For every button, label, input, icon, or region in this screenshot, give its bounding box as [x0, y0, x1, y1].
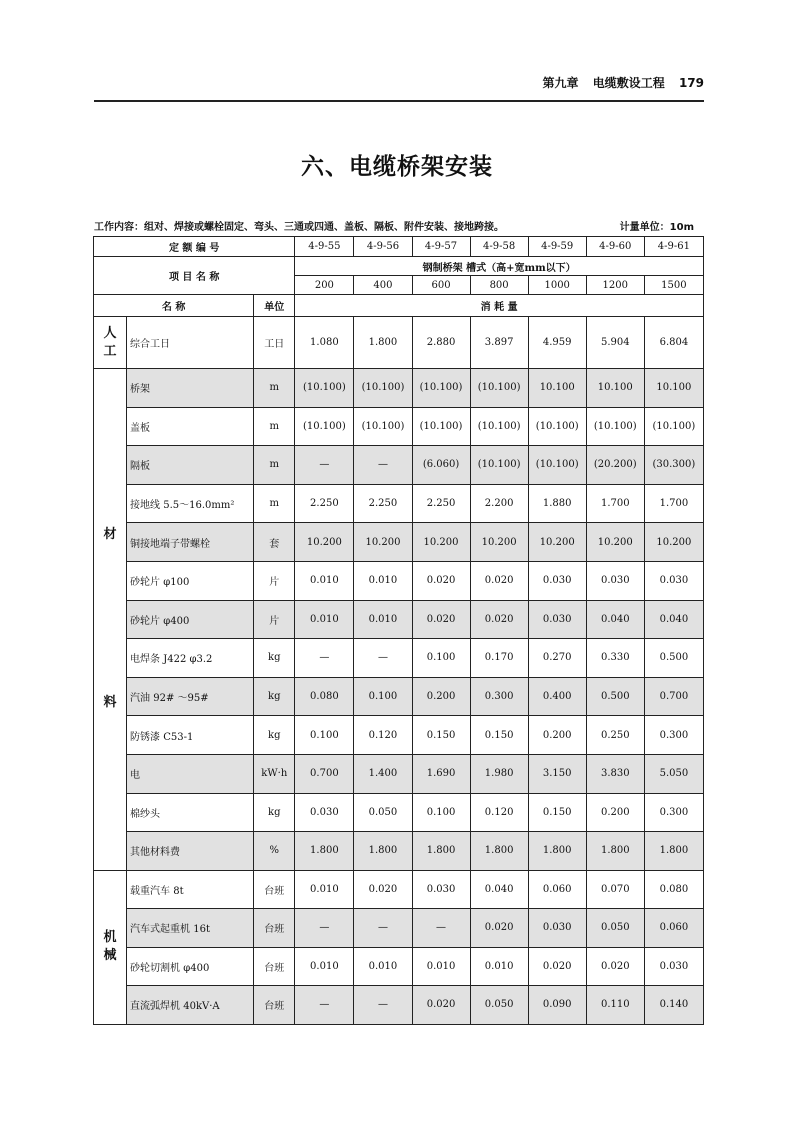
consumption-value: 0.030 [644, 561, 703, 600]
consumption-value: 0.100 [295, 716, 354, 755]
category-char: 人 [103, 325, 117, 341]
resource-unit: 片 [254, 600, 295, 639]
table-row [94, 446, 704, 485]
consumption-value: 0.010 [295, 870, 354, 909]
resource-name: 砂轮片 φ400 [127, 600, 254, 639]
consumption-value: 0.500 [644, 639, 703, 678]
consumption-value: 0.270 [528, 639, 586, 678]
consumption-value: 0.110 [586, 986, 644, 1025]
consumption-value: (30.300) [644, 446, 703, 485]
quota-table [93, 236, 704, 1025]
size-value: 400 [354, 276, 412, 295]
consumption-value: — [295, 986, 354, 1025]
table-row [94, 677, 704, 716]
work-content: 工作内容：组对、焊接或螺栓固定、弯头、三通或四通、盖板、隔板、附件安装、接地跨接。 [94, 222, 504, 233]
consumption-value: 0.010 [295, 600, 354, 639]
consumption-value: 6.804 [644, 317, 703, 369]
size-value: 200 [295, 276, 354, 295]
consumption-value: — [354, 446, 412, 485]
table-row [94, 986, 704, 1025]
consumption-value: 0.020 [470, 600, 528, 639]
consumption-value: (10.100) [412, 369, 470, 408]
consumption-value: 0.060 [528, 870, 586, 909]
table-row [94, 317, 704, 369]
size-value: 800 [470, 276, 528, 295]
resource-name: 棉纱头 [127, 793, 254, 832]
consumption-value: — [412, 909, 470, 948]
resource-name: 砂轮片 φ100 [127, 561, 254, 600]
consumption-value: 10.200 [586, 523, 644, 562]
consumption-value: 0.150 [412, 716, 470, 755]
quota-code: 4-9-55 [295, 237, 354, 257]
resource-unit: m [254, 369, 295, 408]
consumption-value: 1.800 [295, 832, 354, 871]
resource-unit: kg [254, 716, 295, 755]
consumption-value: — [354, 909, 412, 948]
consumption-value: 0.050 [586, 909, 644, 948]
resource-name: 载重汽车 8t [127, 870, 254, 909]
consumption-value: 0.500 [586, 677, 644, 716]
consumption-value: 0.030 [528, 600, 586, 639]
table-row [94, 870, 704, 909]
consumption-value: 0.120 [354, 716, 412, 755]
page-number: 179 [678, 76, 704, 90]
consumption-value: 0.020 [586, 947, 644, 986]
page-title: 六、电缆桥架安装 [301, 154, 493, 180]
consumption-value: 1.700 [644, 484, 703, 523]
consumption-value: 0.300 [470, 677, 528, 716]
table-row [94, 561, 704, 600]
consumption-value: 0.010 [354, 947, 412, 986]
consumption-value: 1.800 [528, 832, 586, 871]
category-label [94, 317, 127, 369]
table-row [94, 947, 704, 986]
consumption-value: 0.030 [586, 561, 644, 600]
consumption-value: 0.050 [470, 986, 528, 1025]
category-char: 械 [103, 948, 117, 964]
consumption-value: 3.830 [586, 754, 644, 793]
table-row [94, 523, 704, 562]
consumption-value: 0.030 [644, 947, 703, 986]
consumption-value: 0.030 [412, 870, 470, 909]
consumption-value: — [354, 986, 412, 1025]
resource-name: 电 [127, 754, 254, 793]
quota-code: 4-9-58 [470, 237, 528, 257]
unit-column-header: 单位 [254, 295, 295, 317]
consumption-value: 0.700 [644, 677, 703, 716]
quota-code: 4-9-59 [528, 237, 586, 257]
consumption-value: (10.100) [354, 407, 412, 446]
consumption-value: (10.100) [528, 407, 586, 446]
resource-unit: 片 [254, 561, 295, 600]
consumption-value: 0.010 [354, 600, 412, 639]
table-row [94, 600, 704, 639]
consumption-value: 10.200 [354, 523, 412, 562]
consumption-value: 1.800 [354, 832, 412, 871]
consumption-value: 2.250 [412, 484, 470, 523]
resource-unit: m [254, 446, 295, 485]
consumption-value: 0.010 [470, 947, 528, 986]
size-value: 1200 [586, 276, 644, 295]
consumption-value: 10.100 [644, 369, 703, 408]
consumption-value: 0.080 [295, 677, 354, 716]
consumption-value: 0.030 [528, 909, 586, 948]
consumption-value: 10.200 [412, 523, 470, 562]
resource-name: 汽车式起重机 16t [127, 909, 254, 948]
consumption-value: 1.800 [412, 832, 470, 871]
consumption-value: 0.330 [586, 639, 644, 678]
consumption-value: (10.100) [586, 407, 644, 446]
consumption-value: 10.100 [528, 369, 586, 408]
table-row [94, 909, 704, 948]
consumption-value: (10.100) [644, 407, 703, 446]
quota-code: 4-9-56 [354, 237, 412, 257]
consumption-value: 0.300 [644, 793, 703, 832]
category-char: 材 [103, 527, 117, 543]
consumption-value: 10.100 [586, 369, 644, 408]
category-label [94, 369, 127, 871]
table-row [94, 754, 704, 793]
table-row [94, 832, 704, 871]
consumption-value: 5.050 [644, 754, 703, 793]
quota-code: 4-9-60 [586, 237, 644, 257]
resource-name: 综合工日 [127, 317, 254, 369]
category-char: 料 [103, 695, 117, 711]
consumption-value: (10.100) [470, 407, 528, 446]
consumption-value: 3.897 [470, 317, 528, 369]
consumption-value: 0.060 [644, 909, 703, 948]
section-label: 电缆敷设工程 [592, 76, 665, 90]
consumption-value: 0.250 [586, 716, 644, 755]
consumption-value: 0.700 [295, 754, 354, 793]
consumption-value: (10.100) [470, 446, 528, 485]
consumption-value: 0.040 [470, 870, 528, 909]
quota-code-label: 定 额 编 号 [94, 237, 295, 257]
consumption-value: 0.020 [412, 561, 470, 600]
category-label [94, 870, 127, 1024]
consumption-value: 0.040 [644, 600, 703, 639]
consumption-value: (10.100) [295, 369, 354, 408]
consumption-value: 10.200 [644, 523, 703, 562]
consumption-value: 0.200 [412, 677, 470, 716]
consumption-value: 10.200 [470, 523, 528, 562]
resource-name: 电焊条 J422 φ3.2 [127, 639, 254, 678]
consumption-value: 10.200 [295, 523, 354, 562]
consumption-value: 0.070 [586, 870, 644, 909]
size-value: 600 [412, 276, 470, 295]
consumption-value: 0.120 [470, 793, 528, 832]
consumption-value: 0.030 [528, 561, 586, 600]
consumption-value: 0.020 [528, 947, 586, 986]
table-row [94, 639, 704, 678]
consumption-value: (20.200) [586, 446, 644, 485]
consumption-value: 1.980 [470, 754, 528, 793]
consumption-value: 0.020 [354, 870, 412, 909]
consumption-value: 0.010 [354, 561, 412, 600]
consumption-value: 1.080 [295, 317, 354, 369]
resource-name: 砂轮切割机 φ400 [127, 947, 254, 986]
consumption-value: 0.080 [644, 870, 703, 909]
resource-unit: 台班 [254, 909, 295, 948]
resource-unit: 工日 [254, 317, 295, 369]
consumption-value: (6.060) [412, 446, 470, 485]
resource-name: 桥架 [127, 369, 254, 408]
page-header [94, 74, 704, 96]
consumption-value: 0.020 [412, 986, 470, 1025]
consumption-value: — [295, 909, 354, 948]
consumption-header: 消 耗 量 [295, 295, 704, 317]
consumption-value: (10.100) [470, 369, 528, 408]
resource-unit: kg [254, 677, 295, 716]
consumption-value: (10.100) [295, 407, 354, 446]
consumption-value: 5.904 [586, 317, 644, 369]
table-row [94, 716, 704, 755]
consumption-value: 0.050 [354, 793, 412, 832]
consumption-value: 10.200 [528, 523, 586, 562]
consumption-value: 2.250 [295, 484, 354, 523]
consumption-value: 0.020 [470, 909, 528, 948]
consumption-value: 1.880 [528, 484, 586, 523]
resource-unit: % [254, 832, 295, 871]
resource-unit: 台班 [254, 986, 295, 1025]
resource-unit: kW·h [254, 754, 295, 793]
consumption-value: 2.880 [412, 317, 470, 369]
resource-name: 汽油 92# ～95# [127, 677, 254, 716]
consumption-value: 0.200 [586, 793, 644, 832]
consumption-value: 0.090 [528, 986, 586, 1025]
consumption-value: 0.150 [470, 716, 528, 755]
resource-unit: 套 [254, 523, 295, 562]
consumption-value: 1.800 [586, 832, 644, 871]
consumption-value: — [295, 446, 354, 485]
category-char: 机 [103, 930, 117, 946]
table-row [94, 369, 704, 408]
size-value: 1500 [644, 276, 703, 295]
consumption-value: 0.300 [644, 716, 703, 755]
table-row [94, 484, 704, 523]
table-row [94, 793, 704, 832]
resource-name: 其他材料费 [127, 832, 254, 871]
size-value: 1000 [528, 276, 586, 295]
consumption-value: 0.150 [528, 793, 586, 832]
consumption-value: — [354, 639, 412, 678]
resource-unit: m [254, 407, 295, 446]
consumption-value: 0.100 [412, 793, 470, 832]
category-char: 工 [103, 343, 117, 359]
resource-name: 防锈漆 C53-1 [127, 716, 254, 755]
consumption-value: 0.100 [412, 639, 470, 678]
name-column-header: 名 称 [94, 295, 254, 317]
table-row [94, 407, 704, 446]
consumption-value: (10.100) [412, 407, 470, 446]
resource-name: 接地线 5.5～16.0mm² [127, 484, 254, 523]
consumption-value: 1.800 [470, 832, 528, 871]
consumption-value: 3.150 [528, 754, 586, 793]
resource-name: 铜接地端子带螺栓 [127, 523, 254, 562]
consumption-value: 0.100 [354, 677, 412, 716]
resource-unit: m [254, 484, 295, 523]
resource-name: 直流弧焊机 40kV·A [127, 986, 254, 1025]
consumption-value: 1.800 [354, 317, 412, 369]
consumption-value: (10.100) [354, 369, 412, 408]
resource-name: 盖板 [127, 407, 254, 446]
consumption-value: 0.010 [412, 947, 470, 986]
resource-unit: 台班 [254, 947, 295, 986]
chapter-label: 第九章 [542, 76, 579, 90]
consumption-value: 0.200 [528, 716, 586, 755]
work-content-line [94, 218, 704, 233]
consumption-value: 0.030 [295, 793, 354, 832]
resource-unit: 台班 [254, 870, 295, 909]
consumption-value: 0.010 [295, 561, 354, 600]
resource-unit: kg [254, 793, 295, 832]
consumption-value: 1.700 [586, 484, 644, 523]
measure-unit: 计量单位：10m [619, 222, 694, 233]
consumption-value: — [295, 639, 354, 678]
consumption-value: 4.959 [528, 317, 586, 369]
consumption-value: 0.020 [412, 600, 470, 639]
consumption-value: 2.200 [470, 484, 528, 523]
consumption-value: 0.020 [470, 561, 528, 600]
consumption-value: 2.250 [354, 484, 412, 523]
quota-code: 4-9-61 [644, 237, 703, 257]
consumption-value: 1.400 [354, 754, 412, 793]
consumption-value: 0.040 [586, 600, 644, 639]
header-rule [94, 100, 704, 102]
consumption-value: 1.690 [412, 754, 470, 793]
resource-unit: kg [254, 639, 295, 678]
resource-name: 隔板 [127, 446, 254, 485]
consumption-value: 0.400 [528, 677, 586, 716]
consumption-value: 0.010 [295, 947, 354, 986]
quota-code: 4-9-57 [412, 237, 470, 257]
item-name-label: 项 目 名 称 [94, 257, 295, 295]
item-description: 钢制桥架 槽式（高+宽mm以下） [295, 257, 704, 276]
consumption-value: 1.800 [644, 832, 703, 871]
consumption-value: 0.140 [644, 986, 703, 1025]
consumption-value: 0.170 [470, 639, 528, 678]
consumption-value: (10.100) [528, 446, 586, 485]
